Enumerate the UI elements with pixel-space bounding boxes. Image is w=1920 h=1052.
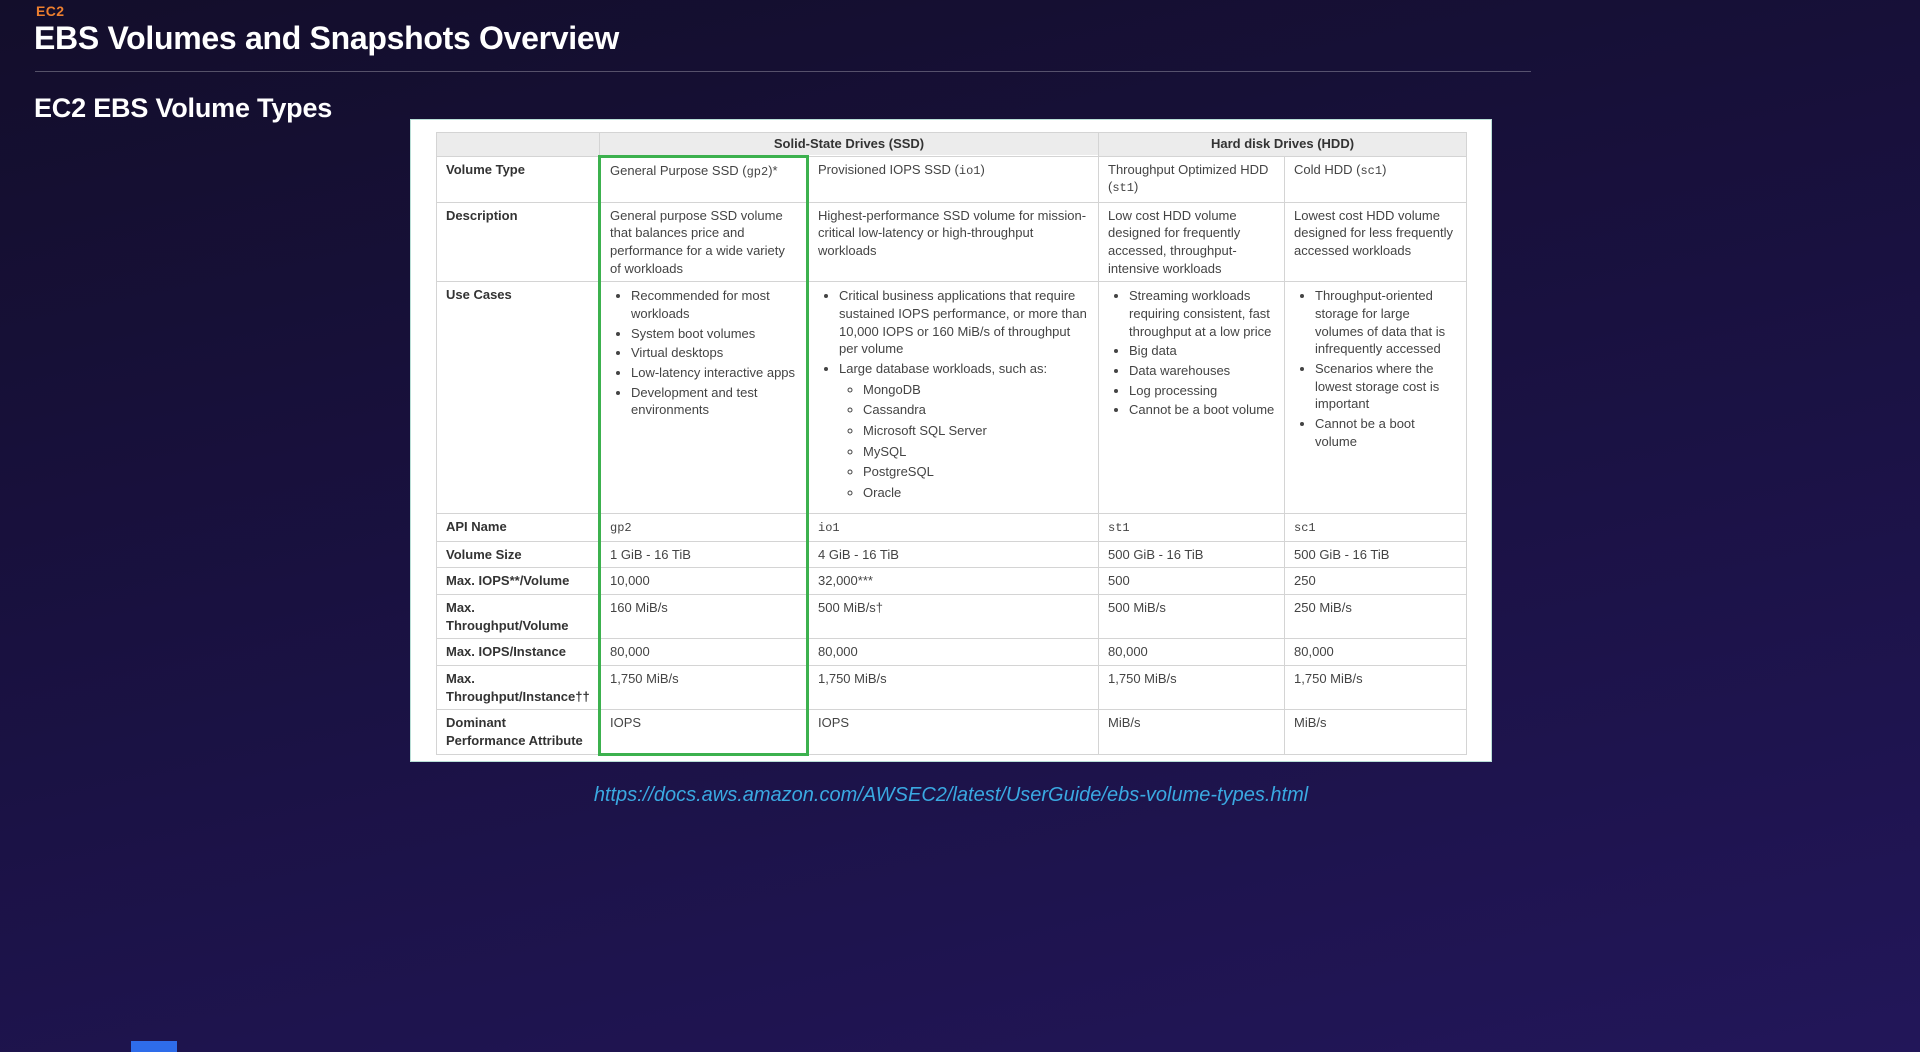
cell-tp-vol-gp2: 160 MiB/s [600, 595, 808, 639]
row-label-max-iops-instance: Max. IOPS/Instance [437, 639, 600, 666]
list-item: ◦ Cassandra [863, 401, 1089, 419]
cell-text: Provisioned IOPS SSD ( [818, 161, 959, 177]
list-item: • Critical business applications that require sustained IOPS performance, or more than 10,000 IOPS or 160 MiB/s of throughput per volume [839, 287, 1089, 358]
cell-use-cases-sc1 [1285, 282, 1467, 514]
cell-api-sc1 [1285, 514, 1467, 541]
table-row [437, 541, 1467, 568]
section-subtitle: EC2 EBS Volume Types [34, 93, 333, 123]
row-label-api-name: API Name [437, 514, 600, 541]
list-item: • Data warehouses [1129, 362, 1275, 380]
cell-dominant-gp2: IOPS [600, 710, 808, 754]
cell-use-cases-gp2 [600, 282, 808, 514]
cell-description-sc1: Lowest cost HDD volume designed for less frequently accessed workloads [1285, 202, 1467, 282]
cell-api-io1 [808, 514, 1099, 541]
row-label-dominant-attribute: Dominant Performance Attribute [437, 710, 600, 754]
cell-tp-inst-io1: 1,750 MiB/s [808, 666, 1099, 710]
cell-volume-type-gp2 [600, 156, 808, 202]
code-text: sc1 [1360, 163, 1383, 178]
list-item: ◦ Microsoft SQL Server [863, 422, 1089, 440]
table-row [437, 595, 1467, 639]
table-row [437, 282, 1467, 514]
list-item: • Virtual desktops [631, 344, 797, 362]
list-item: ◦ MySQL [863, 443, 1089, 461]
ebs-volume-types-table [436, 132, 1467, 756]
service-eyebrow-label: EC2 [36, 3, 65, 19]
list-item: • System boot volumes [631, 325, 797, 343]
cell-iops-vol-st1: 500 [1099, 568, 1285, 595]
list-item: • Throughput-oriented storage for large volumes of data that is infrequently accessed [1315, 287, 1457, 358]
cell-tp-vol-sc1: 250 MiB/s [1285, 595, 1467, 639]
cell-dominant-sc1: MiB/s [1285, 710, 1467, 754]
cell-volume-type-io1 [808, 156, 1099, 202]
list-item: • Recommended for most workloads [631, 287, 797, 322]
list-item [839, 360, 1089, 502]
cell-size-gp2: 1 GiB - 16 TiB [600, 541, 808, 568]
slide-title: EBS Volumes and Snapshots Overview [34, 20, 619, 56]
code-text: gp2 [746, 164, 769, 179]
table-row [437, 514, 1467, 541]
cell-tp-vol-st1: 500 MiB/s [1099, 595, 1285, 639]
cell-dominant-io1: IOPS [808, 710, 1099, 754]
cell-volume-type-sc1 [1285, 156, 1467, 202]
cell-tp-inst-st1: 1,750 MiB/s [1099, 666, 1285, 710]
cell-size-io1: 4 GiB - 16 TiB [808, 541, 1099, 568]
cell-iops-inst-sc1: 80,000 [1285, 639, 1467, 666]
database-sublist [839, 381, 1089, 502]
row-label-max-iops-volume: Max. IOPS**/Volume [437, 568, 600, 595]
cell-text: )* [768, 162, 778, 178]
list-item: • Scenarios where the lowest storage cost is important [1315, 360, 1457, 413]
code-text: st1 [1112, 181, 1134, 196]
cell-text: ) [1382, 161, 1387, 177]
row-label-volume-size: Volume Size [437, 541, 600, 568]
code-text: io1 [818, 521, 840, 536]
cell-description-io1: Highest-performance SSD volume for mission-critical low-latency or high-throughput workloads [808, 202, 1099, 282]
group-header-hdd: Hard disk Drives (HDD) [1099, 133, 1467, 157]
list-item: • Cannot be a boot volume [1129, 401, 1275, 419]
use-cases-list [610, 287, 797, 419]
cell-use-cases-io1 [808, 282, 1099, 514]
row-label-max-throughput-volume: Max. Throughput/Volume [437, 595, 600, 639]
title-divider [35, 71, 1531, 72]
table-group-header-row [437, 133, 1467, 157]
cell-use-cases-st1 [1099, 282, 1285, 514]
list-item: • Development and test environments [631, 384, 797, 419]
code-text: st1 [1108, 521, 1130, 536]
cell-text: General Purpose SSD ( [610, 162, 747, 178]
list-item: ◦ Oracle [863, 484, 1089, 502]
cell-text: ) [1133, 179, 1139, 195]
cell-tp-vol-io1: 500 MiB/s† [808, 595, 1099, 639]
cell-text: ) [980, 161, 985, 177]
table-row [437, 666, 1467, 710]
cell-iops-vol-gp2: 10,000 [600, 568, 808, 595]
row-label-use-cases: Use Cases [437, 282, 600, 514]
use-cases-list [1108, 287, 1275, 419]
list-item: • Low-latency interactive apps [631, 364, 797, 382]
table-row [437, 710, 1467, 754]
group-header-ssd: Solid-State Drives (SSD) [600, 133, 1099, 157]
bottom-accent-bar [131, 1041, 177, 1052]
aws-docs-link[interactable]: https://docs.aws.amazon.com/AWSEC2/latest/UserGuide/ebs-volume-types.html [593, 784, 1309, 806]
table-row [437, 202, 1467, 282]
list-item: • Big data [1129, 342, 1275, 360]
list-item: ◦ PostgreSQL [863, 463, 1089, 481]
cell-tp-inst-gp2: 1,750 MiB/s [600, 666, 808, 710]
list-item: • Log processing [1129, 382, 1275, 400]
cell-tp-inst-sc1: 1,750 MiB/s [1285, 666, 1467, 710]
footer-link-row [410, 784, 1492, 807]
table-row [437, 639, 1467, 666]
cell-dominant-st1: MiB/s [1099, 710, 1285, 754]
list-item: • Cannot be a boot volume [1315, 415, 1457, 450]
code-text: gp2 [610, 521, 632, 536]
cell-volume-type-st1 [1099, 156, 1285, 202]
list-item: ◦ MongoDB [863, 381, 1089, 399]
cell-iops-inst-st1: 80,000 [1099, 639, 1285, 666]
table-corner-cell [437, 133, 600, 157]
cell-iops-inst-gp2: 80,000 [600, 639, 808, 666]
cell-text: Large database workloads, such as: [839, 361, 1048, 377]
cell-iops-vol-io1: 32,000*** [808, 568, 1099, 595]
row-label-max-throughput-instance: Max. Throughput/Instance†† [437, 666, 600, 710]
cell-description-gp2: General purpose SSD volume that balances price and performance for a wide variety of workloads [600, 202, 808, 282]
code-text: sc1 [1294, 521, 1316, 536]
row-label-description: Description [437, 202, 600, 282]
code-text: io1 [958, 163, 981, 178]
list-item: • Streaming workloads requiring consistent, fast throughput at a low price [1129, 287, 1275, 340]
cell-text: Cold HDD ( [1294, 161, 1361, 177]
cell-text: Throughput Optimized HDD ( [1108, 161, 1269, 195]
cell-api-st1 [1099, 514, 1285, 541]
cell-size-sc1: 500 GiB - 16 TiB [1285, 541, 1467, 568]
table-row [437, 156, 1467, 202]
table-row [437, 568, 1467, 595]
cell-iops-inst-io1: 80,000 [808, 639, 1099, 666]
cell-api-gp2 [600, 514, 808, 541]
cell-description-st1: Low cost HDD volume designed for frequently accessed, throughput-intensive workloads [1099, 202, 1285, 282]
cell-iops-vol-sc1: 250 [1285, 568, 1467, 595]
cell-size-st1: 500 GiB - 16 TiB [1099, 541, 1285, 568]
row-label-volume-type: Volume Type [437, 156, 600, 202]
table-panel [410, 119, 1492, 762]
use-cases-list [1294, 287, 1457, 450]
use-cases-list [818, 287, 1089, 501]
